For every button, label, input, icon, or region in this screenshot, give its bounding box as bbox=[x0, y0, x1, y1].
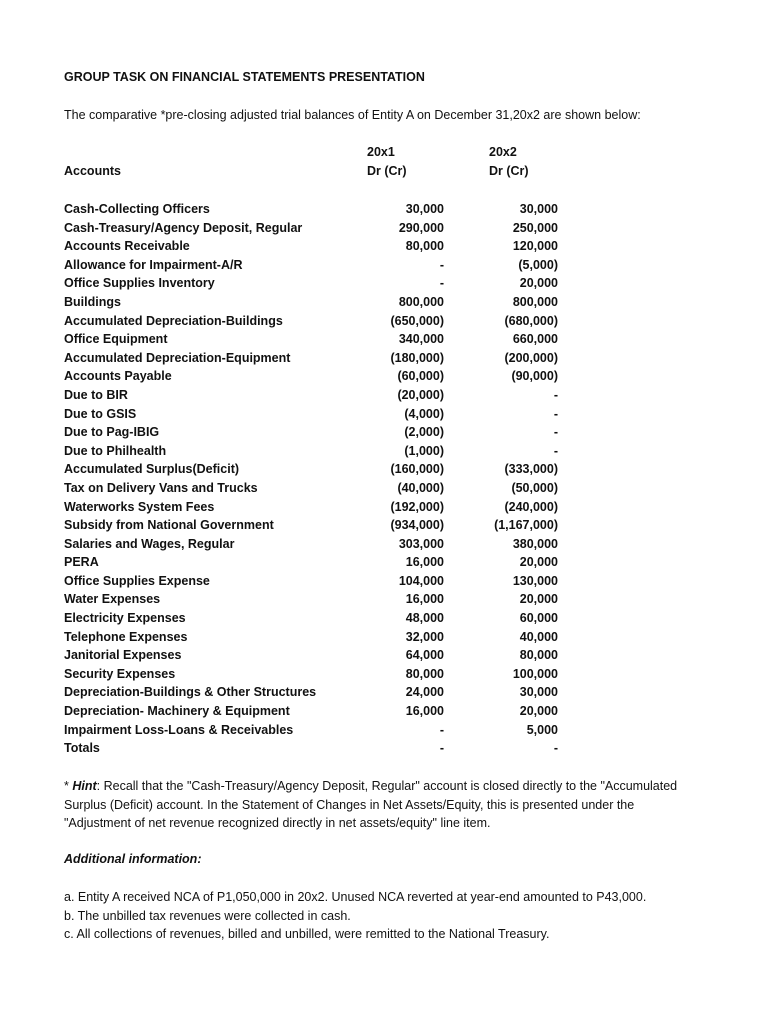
account-name: Depreciation-Buildings & Other Structures bbox=[64, 685, 317, 700]
value-20x2: (200,000) bbox=[504, 350, 558, 365]
hint-text: : Recall that the "Cash-Treasury/Agency Deposit, Regular" account is closed directly to the "Accumulated Surplus (Deficit) account. In the Statement of Changes in Net Assets/Equity, this is presented under the "Adjustment of net revenue recognized directly in net assets/equity" line item. bbox=[64, 779, 678, 831]
note-item: b. The unbilled tax revenues were collected in cash. bbox=[64, 908, 351, 923]
value-20x2: (5,000) bbox=[518, 257, 558, 272]
account-name: Depreciation- Machinery & Equipment bbox=[64, 704, 290, 719]
value-20x2: 660,000 bbox=[512, 332, 558, 347]
hint-star: * bbox=[64, 779, 73, 793]
value-20x1: - bbox=[439, 276, 444, 291]
account-name: Buildings bbox=[64, 294, 121, 309]
table-row bbox=[64, 256, 564, 275]
value-20x2: - bbox=[553, 741, 558, 756]
table-row bbox=[64, 386, 564, 405]
value-20x2: 60,000 bbox=[519, 611, 558, 626]
value-20x2: 800,000 bbox=[512, 294, 558, 309]
table-row bbox=[64, 590, 564, 609]
value-20x2: 100,000 bbox=[512, 666, 558, 681]
table-row bbox=[64, 237, 564, 256]
col2-year-header: 20x2 bbox=[489, 145, 517, 159]
trial-balance-table bbox=[64, 200, 564, 758]
value-20x2: 20,000 bbox=[519, 276, 558, 291]
value-20x1: 80,000 bbox=[405, 666, 444, 681]
value-20x2: 20,000 bbox=[519, 555, 558, 570]
account-name: Due to Philhealth bbox=[64, 443, 167, 458]
account-name: Waterworks System Fees bbox=[64, 499, 215, 514]
value-20x1: 16,000 bbox=[405, 555, 444, 570]
value-20x2: 30,000 bbox=[519, 202, 558, 216]
value-20x2: 120,000 bbox=[512, 239, 558, 254]
value-20x2: - bbox=[553, 387, 558, 402]
value-20x2: - bbox=[553, 443, 558, 458]
value-20x2: (50,000) bbox=[511, 480, 558, 495]
account-name: Impairment Loss-Loans & Receivables bbox=[64, 722, 294, 737]
account-name: Office Equipment bbox=[64, 332, 168, 347]
note-item: c. All collections of revenues, billed and unbilled, were remitted to the National Treasury. bbox=[64, 927, 550, 942]
table-row bbox=[64, 312, 564, 331]
account-name: Telephone Expenses bbox=[64, 629, 188, 644]
account-name: Subsidy from National Government bbox=[64, 518, 274, 533]
account-name: Accounts Receivable bbox=[64, 239, 190, 254]
table-row bbox=[64, 460, 564, 479]
value-20x2: (1,167,000) bbox=[494, 518, 558, 533]
account-name: Office Supplies Inventory bbox=[64, 276, 215, 291]
value-20x1: 64,000 bbox=[405, 648, 444, 663]
account-name: Due to Pag-IBIG bbox=[64, 425, 160, 440]
table-row bbox=[64, 498, 564, 517]
value-20x1: (20,000) bbox=[397, 387, 444, 402]
table-row bbox=[64, 683, 564, 702]
col2-sub-header: Dr (Cr) bbox=[489, 164, 529, 178]
value-20x2: (90,000) bbox=[511, 369, 558, 384]
account-name: Due to GSIS bbox=[64, 406, 137, 421]
table-row bbox=[64, 535, 564, 554]
value-20x1: 290,000 bbox=[398, 220, 444, 235]
table-row bbox=[64, 442, 564, 461]
account-name: Cash-Treasury/Agency Deposit, Regular bbox=[64, 220, 303, 235]
value-20x2: (333,000) bbox=[504, 462, 558, 477]
value-20x2: 250,000 bbox=[512, 220, 558, 235]
value-20x1: (4,000) bbox=[404, 406, 444, 421]
value-20x1: 30,000 bbox=[405, 202, 444, 216]
accounts-header: Accounts bbox=[64, 164, 121, 178]
table-row bbox=[64, 274, 564, 293]
table-row bbox=[64, 702, 564, 721]
value-20x1: 104,000 bbox=[398, 573, 444, 588]
value-20x1: 16,000 bbox=[405, 592, 444, 607]
account-name: Accumulated Depreciation-Buildings bbox=[64, 313, 283, 328]
account-name: Accumulated Surplus(Deficit) bbox=[64, 462, 240, 477]
value-20x1: (934,000) bbox=[390, 518, 444, 533]
value-20x1: (60,000) bbox=[397, 369, 444, 384]
value-20x2: 40,000 bbox=[519, 629, 558, 644]
value-20x1: 32,000 bbox=[405, 629, 444, 644]
table-row bbox=[64, 479, 564, 498]
account-name: Salaries and Wages, Regular bbox=[64, 536, 235, 551]
value-20x1: (2,000) bbox=[404, 425, 444, 440]
table-row bbox=[64, 349, 564, 368]
value-20x2: 380,000 bbox=[512, 536, 558, 551]
account-name: Allowance for Impairment-A/R bbox=[64, 257, 243, 272]
account-name: Electricity Expenses bbox=[64, 611, 186, 626]
account-name: Janitorial Expenses bbox=[64, 648, 182, 663]
value-20x2: 20,000 bbox=[519, 592, 558, 607]
value-20x2: (680,000) bbox=[504, 313, 558, 328]
value-20x1: (40,000) bbox=[397, 480, 444, 495]
value-20x1: 800,000 bbox=[398, 294, 444, 309]
value-20x2: 20,000 bbox=[519, 704, 558, 719]
table-row bbox=[64, 405, 564, 424]
account-name: Accounts Payable bbox=[64, 369, 172, 384]
value-20x2: 130,000 bbox=[512, 573, 558, 588]
table-row bbox=[64, 367, 564, 386]
intro-text: The comparative *pre-closing adjusted trial balances of Entity A on December 31,20x2 are shown below: bbox=[64, 108, 641, 122]
value-20x1: (180,000) bbox=[390, 350, 444, 365]
value-20x1: - bbox=[439, 257, 444, 272]
account-name: Totals bbox=[64, 741, 100, 756]
value-20x1: - bbox=[439, 722, 444, 737]
table-row bbox=[64, 739, 564, 758]
additional-info-list bbox=[64, 888, 646, 944]
table-row bbox=[64, 665, 564, 684]
col1-year-header: 20x1 bbox=[367, 145, 395, 159]
account-name: Security Expenses bbox=[64, 666, 176, 681]
value-20x2: (240,000) bbox=[504, 499, 558, 514]
table-row bbox=[64, 553, 564, 572]
table-row bbox=[64, 628, 564, 647]
table-row bbox=[64, 219, 564, 238]
table-row bbox=[64, 293, 564, 312]
value-20x1: - bbox=[439, 741, 444, 756]
value-20x1: (160,000) bbox=[390, 462, 444, 477]
table-row bbox=[64, 516, 564, 535]
document-title: GROUP TASK ON FINANCIAL STATEMENTS PRESENTATION bbox=[64, 70, 425, 84]
account-name: Tax on Delivery Vans and Trucks bbox=[64, 480, 258, 495]
table-row bbox=[64, 423, 564, 442]
note-item: a. Entity A received NCA of P1,050,000 in 20x2. Unused NCA reverted at year-end amounted to P43,000. bbox=[64, 890, 647, 904]
col1-sub-header: Dr (Cr) bbox=[367, 164, 407, 178]
value-20x2: 30,000 bbox=[519, 685, 558, 700]
table-row bbox=[64, 572, 564, 591]
value-20x2: - bbox=[553, 406, 558, 421]
value-20x2: 5,000 bbox=[526, 722, 558, 737]
value-20x2: - bbox=[553, 425, 558, 440]
account-name: Water Expenses bbox=[64, 592, 161, 607]
value-20x1: (1,000) bbox=[404, 443, 444, 458]
table-row bbox=[64, 609, 564, 628]
table-row bbox=[64, 721, 564, 740]
hint-label: Hint bbox=[72, 779, 97, 793]
value-20x1: 16,000 bbox=[405, 704, 444, 719]
hint-paragraph bbox=[64, 777, 684, 833]
account-name: PERA bbox=[64, 555, 99, 570]
account-name: Due to BIR bbox=[64, 387, 128, 402]
table-row bbox=[64, 200, 564, 219]
account-name: Cash-Collecting Officers bbox=[64, 202, 210, 216]
value-20x1: 340,000 bbox=[398, 332, 444, 347]
value-20x1: (650,000) bbox=[390, 313, 444, 328]
account-name: Office Supplies Expense bbox=[64, 573, 210, 588]
value-20x2: 80,000 bbox=[519, 648, 558, 663]
value-20x1: 80,000 bbox=[405, 239, 444, 254]
value-20x1: 24,000 bbox=[405, 685, 444, 700]
value-20x1: 48,000 bbox=[405, 611, 444, 626]
additional-info-heading: Additional information: bbox=[64, 852, 202, 866]
table-row bbox=[64, 646, 564, 665]
table-row bbox=[64, 330, 564, 349]
account-name: Accumulated Depreciation-Equipment bbox=[64, 350, 291, 365]
value-20x1: 303,000 bbox=[398, 536, 444, 551]
value-20x1: (192,000) bbox=[390, 499, 444, 514]
